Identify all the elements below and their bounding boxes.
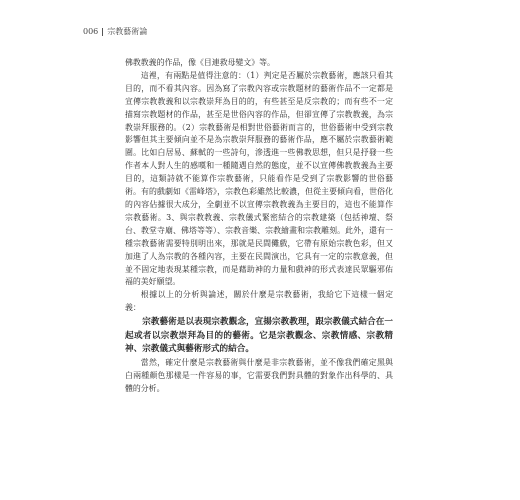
running-header	[83, 26, 147, 37]
page-number: 006	[83, 27, 99, 36]
page-body	[125, 57, 393, 396]
paragraph-continuation: 佛教教義的作品，像《目連救母變文》等。	[125, 58, 275, 67]
header-divider	[102, 28, 103, 36]
definition-statement: 宗教藝術是以表現宗教觀念，宣揚宗教教理，跟宗教儀式結合在一起或者以宗教崇拜為目的的藝術。它是宗教觀念、宗教情感、宗教精神、宗教儀式與藝術形式的結合。	[125, 317, 393, 354]
paragraph-notes: 這裡，有兩點是值得注意的：（1）判定是否屬於宗教藝術，應該只看其目的，而不看其內容。因為寫了宗教內容或宗教題材的藝術作品不一定都是宣傳宗教教義和以宗教崇拜為目的的，有些甚至是反宗教的；而有些不一定描寫宗教題材的作品，甚至是世俗內容的作品，但卻宣傳了宗教教義，為宗教崇拜服務的。（2）宗教藝術是相對世俗藝術而言的，世俗藝術中受到宗教影響但其主要傾向並不是為宗教崇拜服務的藝術作品，應不屬於宗教藝術範圍。比如白居易、蘇軾的一些詩句，滲透進一些佛教思想，但只是抒發一些作者本人對人生的感嘆和一種隨遇自然的態度，並不以宣傳佛教教義為主要目的，這類詩就不能算作宗教藝術，只能看作是受到了宗教影響的世俗藝術。有的戲劇如《雷峰塔》，宗教色彩雖然比較濃，但從主要傾向看，世俗化的內容佔據很大成分，全劇並不以宣傳宗教教義為主要目的，這也不能算作宗教藝術。3、與宗教教義、宗教儀式緊密結合的宗教建築（包括神壇、祭台、教堂寺廟、佛塔等等）、宗教音樂、宗教繪畫和宗教雕刻。此外，還有一種宗教藝術需要特別明出來，那就是民間儺戲，它帶有原始宗教色彩，但又加進了人為宗教的各種內容，主要在民間演出，它具有一定的宗教意義，但並不固定地表現某種宗教，而是藉助神的力量和戲神的形式表達民眾驅邪佑福的美好願望。	[125, 70, 393, 287]
paragraph-conclusion: 當然，確定什麼是宗教藝術與什麼是非宗教藝術，並不像我們確定黑與白兩種顏色那樣是一件容易的事，它需要我們對具體的對象作出科學的、具體的分析。	[125, 358, 393, 394]
paragraph-definition-intro: 根據以上的分析與論述，關於什麼是宗教藝術，我給它下這樣一個定義：	[125, 290, 393, 313]
book-title: 宗教藝術論	[107, 27, 148, 36]
